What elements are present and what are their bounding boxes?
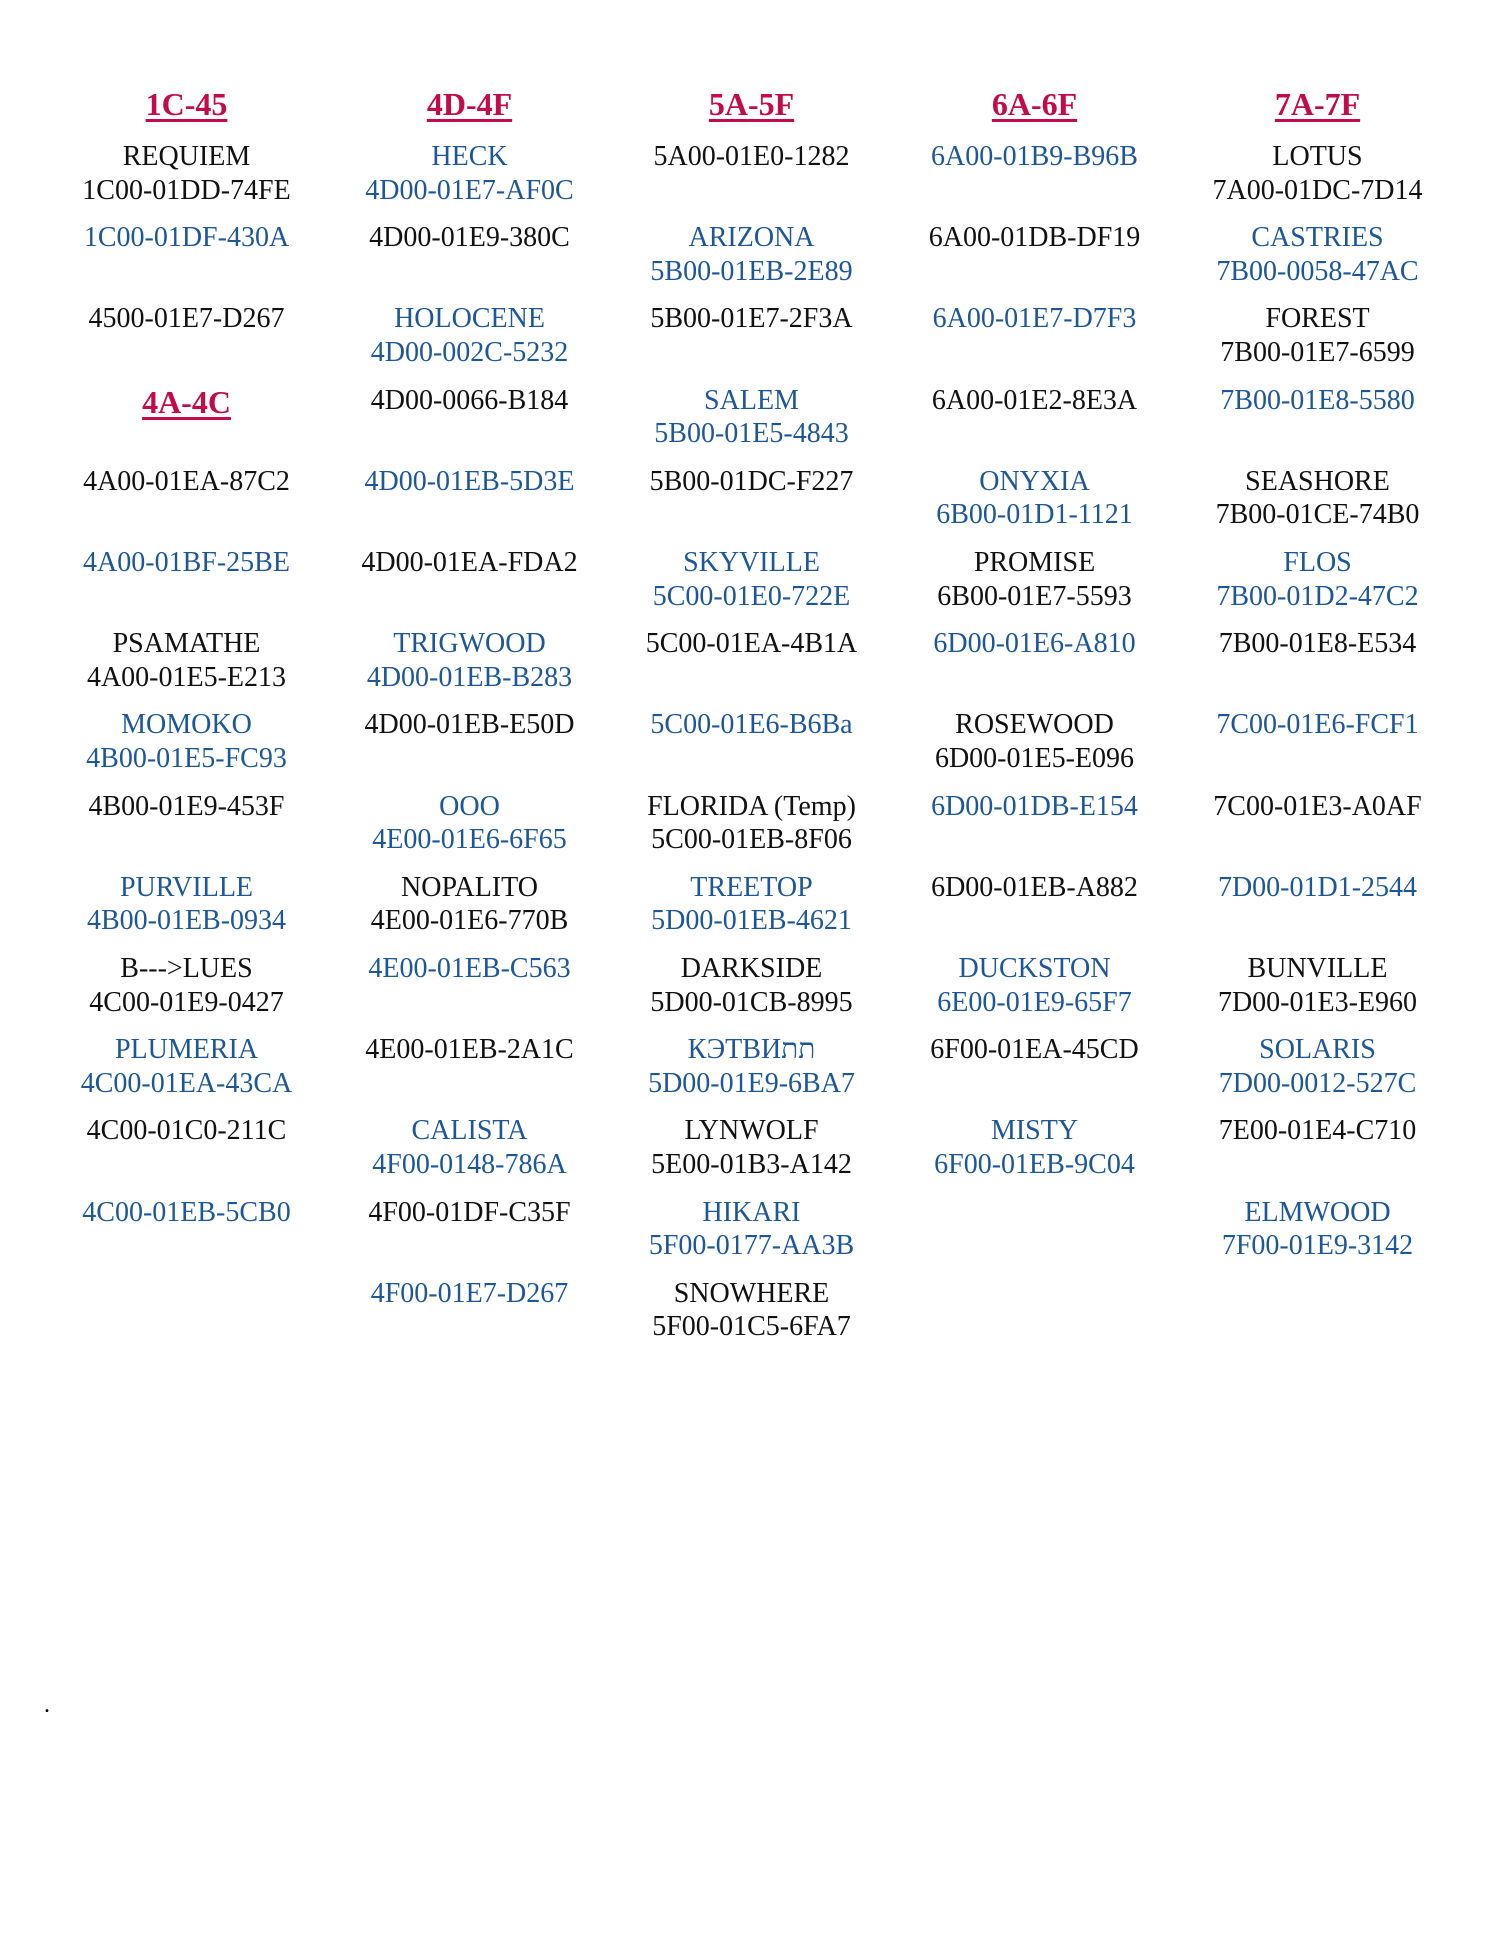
entry-code: 4D00-01EB-5D3E xyxy=(364,465,575,497)
code-entry xyxy=(893,302,1176,383)
entry-code: 4C00-01E9-0427 xyxy=(89,986,284,1018)
code-entry xyxy=(45,221,328,302)
code-entry xyxy=(1176,952,1459,1033)
code-entry xyxy=(45,1033,328,1114)
entry-name: TREETOP xyxy=(690,871,813,903)
entry-name: LOTUS xyxy=(1272,141,1363,172)
entry-code: 4B00-01E9-453F xyxy=(88,790,285,822)
entry-name: ONYXIA xyxy=(979,465,1090,497)
entry-name: SOLARIS xyxy=(1259,1034,1376,1066)
entry-code: 6D00-01DB-E154 xyxy=(931,790,1138,822)
entry-name: PROMISE xyxy=(973,547,1096,578)
entry-code: 1C00-01DD-74FE xyxy=(82,174,291,206)
code-entry xyxy=(45,790,328,871)
entry-code: 4D00-01EB-B283 xyxy=(366,661,573,693)
code-entry xyxy=(328,465,611,546)
code-entry xyxy=(610,1033,893,1114)
entry-name: FLOS xyxy=(1283,547,1352,578)
code-entry xyxy=(1176,708,1459,789)
entry-code: 7B00-0058-47AC xyxy=(1216,255,1419,287)
code-entry xyxy=(328,1277,611,1358)
entry-name: ELMWOOD xyxy=(1244,1196,1391,1228)
entry-code: 6D00-01EB-A882 xyxy=(931,871,1138,903)
entry-name: REQUIEM xyxy=(122,141,251,172)
entry-code: 6A00-01E7-D7F3 xyxy=(932,303,1137,335)
code-entry xyxy=(893,221,1176,302)
code-entry xyxy=(45,140,328,221)
entry-code: 4A00-01E5-E213 xyxy=(86,661,287,693)
entry-code: 4A00-01EA-87C2 xyxy=(83,465,290,497)
code-entry xyxy=(1176,384,1459,465)
entry-code: 5D00-01CB-8995 xyxy=(650,986,853,1018)
entry-code: 7D00-01E3-E960 xyxy=(1217,986,1418,1018)
entry-name: MISTY xyxy=(990,1115,1079,1147)
code-entry xyxy=(1176,302,1459,383)
code-entry xyxy=(610,140,893,221)
code-entry xyxy=(610,1196,893,1277)
entry-code: 7B00-01CE-74B0 xyxy=(1215,499,1420,531)
entry-code: 5B00-01E7-2F3A xyxy=(650,303,853,335)
entry-code: 7C00-01E3-A0AF xyxy=(1213,790,1422,822)
column-heading: 4D-4F xyxy=(426,86,513,122)
code-entry xyxy=(328,221,611,302)
code-entry xyxy=(610,546,893,627)
entry-code: 4E00-01EB-C563 xyxy=(368,953,571,984)
entry-code: 5C00-01E6-B6Ba xyxy=(650,709,853,741)
code-entry xyxy=(610,1277,893,1358)
code-entry xyxy=(1176,871,1459,952)
code-entry xyxy=(328,871,611,952)
code-entry xyxy=(328,1114,611,1195)
code-entry xyxy=(45,1114,328,1195)
entry-name: CASTRIES xyxy=(1251,222,1384,254)
code-entry xyxy=(610,465,893,546)
column-heading: 1C-45 xyxy=(145,86,228,122)
code-entry xyxy=(328,302,611,383)
entry-code: 5E00-01B3-A142 xyxy=(651,1148,852,1180)
entry-code: 5C00-01EA-4B1A xyxy=(645,628,858,660)
entry-code: 7A00-01DC-7D14 xyxy=(1212,174,1423,206)
entry-code: 5C00-01EB-8F06 xyxy=(651,824,852,856)
entry-name: ARIZONA xyxy=(688,222,815,254)
entry-code: 4D00-002C-5232 xyxy=(370,336,569,368)
entry-code: 5D00-01E9-6BA7 xyxy=(648,1067,855,1099)
entry-name: CALISTA xyxy=(411,1115,528,1147)
code-entry xyxy=(328,140,611,221)
entry-name: DUCKSTON xyxy=(958,953,1111,984)
code-entry xyxy=(1176,221,1459,302)
entry-code: 4D00-01EA-FDA2 xyxy=(361,547,578,578)
code-entry xyxy=(893,790,1176,871)
entry-code: 6D00-01E5-E096 xyxy=(934,742,1135,774)
entry-code: 4E00-01EB-2A1C xyxy=(365,1034,574,1066)
code-entry xyxy=(610,384,893,465)
entry-code: 5D00-01EB-4621 xyxy=(651,905,852,937)
code-entry xyxy=(328,546,611,627)
entry-code: 6E00-01E9-65F7 xyxy=(937,986,1132,1018)
code-entry xyxy=(45,708,328,789)
code-entry xyxy=(610,952,893,1033)
code-entry xyxy=(893,546,1176,627)
entry-code: 5B00-01E5-4843 xyxy=(654,418,849,450)
entry-name: ROSEWOOD xyxy=(955,709,1114,741)
entry-code: 4500-01E7-D267 xyxy=(88,303,285,335)
entry-code: 5C00-01E0-722E xyxy=(652,580,851,612)
code-entry xyxy=(1176,627,1459,708)
code-entry xyxy=(45,546,328,627)
entry-code: 6A00-01B9-B96B xyxy=(931,141,1138,172)
entry-name: HIKARI xyxy=(702,1196,801,1228)
entry-code: 4F00-01E7-D267 xyxy=(370,1277,569,1309)
entry-name: HECK xyxy=(431,141,508,172)
entry-code: 4B00-01EB-0934 xyxy=(86,905,287,937)
entry-code: 7B00-01E7-6599 xyxy=(1220,336,1415,368)
entry-code: 4D00-0066-B184 xyxy=(370,384,569,416)
code-entry xyxy=(1176,1196,1459,1277)
code-entry xyxy=(45,952,328,1033)
entry-code: 6F00-01EA-45CD xyxy=(930,1034,1139,1066)
entry-name: PSAMATHE xyxy=(112,628,261,660)
entry-code: 4E00-01E6-770B xyxy=(370,905,569,937)
entry-name: TRIGWOOD xyxy=(393,628,546,660)
entry-code: 7F00-01E9-3142 xyxy=(1221,1230,1414,1262)
entry-code: 4F00-01DF-C35F xyxy=(368,1196,571,1228)
entry-name: PURVILLE xyxy=(119,871,254,903)
entry-code: 7B00-01E8-5580 xyxy=(1220,384,1415,416)
code-entry xyxy=(1176,1033,1459,1114)
entry-name: B--->LUES xyxy=(120,953,253,984)
entry-code: 4B00-01E5-FC93 xyxy=(86,742,287,774)
entry-name: SEASHORE xyxy=(1245,465,1390,497)
entry-code: 7D00-0012-527C xyxy=(1218,1067,1417,1099)
entry-code: 4D00-01E9-380C xyxy=(369,222,570,254)
code-entry xyxy=(893,708,1176,789)
code-entry xyxy=(893,871,1176,952)
entry-name: PLUMERIA xyxy=(114,1034,259,1066)
entry-name: SALEM xyxy=(704,384,799,416)
entry-code: 4F00-0148-786A xyxy=(372,1148,567,1180)
section-heading: 4A-4C xyxy=(142,383,231,420)
code-entry xyxy=(1176,546,1459,627)
code-entry xyxy=(328,384,611,465)
entry-name: LYNWOLF xyxy=(684,1115,819,1147)
code-entry xyxy=(1176,140,1459,221)
entry-code: 6D00-01E6-A810 xyxy=(933,628,1136,660)
entry-code: 4E00-01E6-6F65 xyxy=(372,824,567,856)
entry-code: 4C00-01C0-211C xyxy=(86,1115,287,1147)
column-heading: 5A-5F xyxy=(708,86,795,122)
code-entry xyxy=(328,790,611,871)
code-entry xyxy=(893,465,1176,546)
entry-name: OOO xyxy=(439,790,500,822)
code-entry xyxy=(610,221,893,302)
column-heading: 7A-7F xyxy=(1274,86,1361,122)
code-entry xyxy=(45,302,328,383)
code-entry xyxy=(328,1196,611,1277)
footer-dot: . xyxy=(44,1692,50,1718)
code-entry xyxy=(328,627,611,708)
entry-code: 7D00-01D1-2544 xyxy=(1217,871,1418,903)
code-entry xyxy=(610,708,893,789)
code-entry xyxy=(328,952,611,1033)
code-entry xyxy=(45,465,328,546)
code-entry xyxy=(893,952,1176,1033)
code-entry xyxy=(1176,465,1459,546)
code-entry xyxy=(893,1114,1176,1195)
entry-code: 1C00-01DF-430A xyxy=(83,222,290,254)
code-entry xyxy=(1176,790,1459,871)
entry-name: MOMOKO xyxy=(121,709,252,741)
column-heading: 6A-6F xyxy=(991,86,1078,122)
entry-code: 4D00-01EB-E50D xyxy=(364,709,575,741)
entry-code: 4C00-01EB-5CB0 xyxy=(82,1196,291,1228)
entry-code: 4D00-01E7-AF0C xyxy=(365,174,574,206)
entry-code: 6F00-01EB-9C04 xyxy=(934,1148,1135,1180)
entry-name: SNOWHERE xyxy=(673,1277,830,1309)
entry-code: 4A00-01BF-25BE xyxy=(83,547,290,578)
code-entry xyxy=(1176,1114,1459,1195)
entry-code: 4C00-01EA-43CA xyxy=(80,1067,293,1099)
code-entry xyxy=(893,1033,1176,1114)
entry-code: 6B00-01D1-1121 xyxy=(936,499,1133,531)
code-entry xyxy=(610,302,893,383)
code-entry xyxy=(893,627,1176,708)
code-entry xyxy=(893,384,1176,465)
entry-name: BUNVILLE xyxy=(1247,953,1388,984)
entry-name: DARKSIDE xyxy=(680,953,823,984)
entry-code: 7E00-01E4-C710 xyxy=(1218,1115,1417,1147)
code-entry xyxy=(893,140,1176,221)
code-entry xyxy=(610,627,893,708)
entry-name: КЭТВИתת xyxy=(687,1034,816,1066)
entry-code: 5B00-01DC-F227 xyxy=(649,465,854,497)
code-entry xyxy=(610,790,893,871)
entry-code: 7C00-01E6-FCF1 xyxy=(1216,709,1419,741)
entry-code: 5B00-01EB-2E89 xyxy=(650,255,853,287)
entry-name: NOPALITO xyxy=(401,871,538,903)
entry-code: 7B00-01D2-47C2 xyxy=(1216,580,1419,612)
code-entry xyxy=(610,871,893,952)
entry-code: 6A00-01E2-8E3A xyxy=(931,384,1138,416)
code-entry xyxy=(328,1033,611,1114)
entry-name: HOLOCENE xyxy=(394,303,545,335)
code-entry xyxy=(45,1196,328,1277)
code-entry xyxy=(610,1114,893,1195)
entry-code: 5F00-0177-AA3B xyxy=(648,1230,855,1262)
entry-code: 7B00-01E8-E534 xyxy=(1218,628,1417,660)
entry-code: 6B00-01E7-5593 xyxy=(937,580,1132,612)
entry-name: FLORIDA (Temp) xyxy=(647,790,856,822)
entry-code: 5F00-01C5-6FA7 xyxy=(652,1311,851,1343)
entry-code: 6A00-01DB-DF19 xyxy=(928,222,1141,254)
entry-name: SKYVILLE xyxy=(683,547,820,578)
code-entry xyxy=(45,627,328,708)
code-entry xyxy=(45,871,328,952)
code-entry xyxy=(328,708,611,789)
entry-name: FOREST xyxy=(1265,303,1370,335)
entry-code: 5A00-01E0-1282 xyxy=(653,141,850,172)
